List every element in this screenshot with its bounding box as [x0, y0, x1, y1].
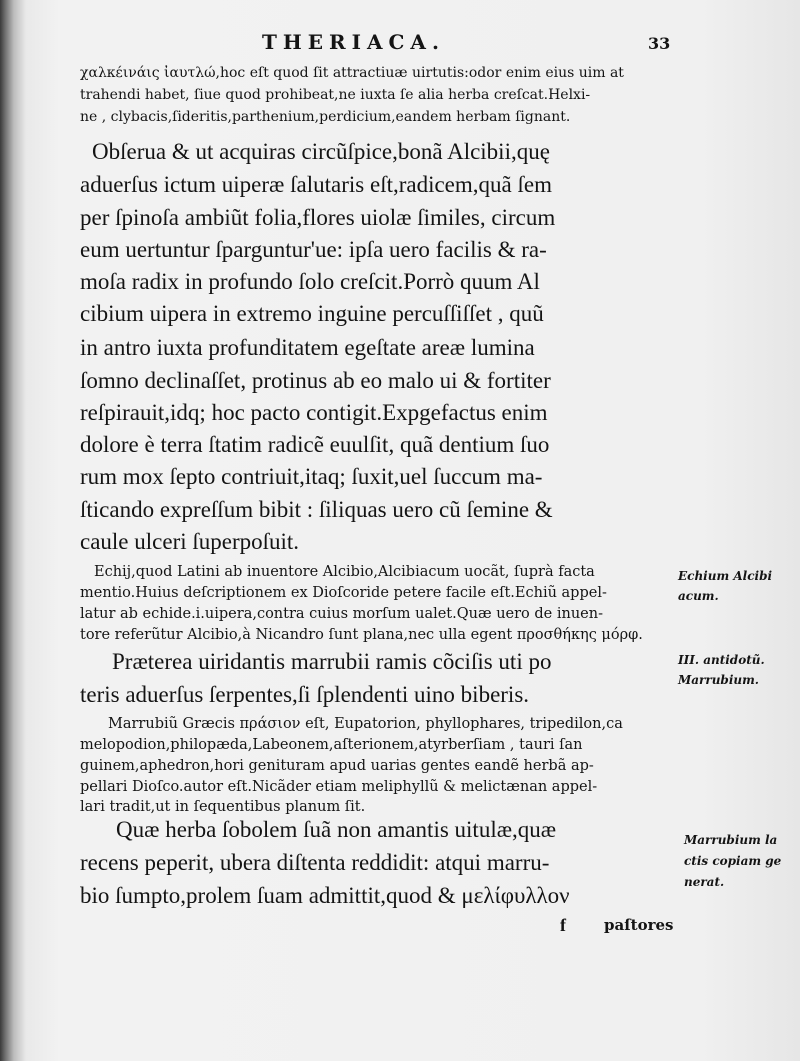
signature-mark: f [560, 915, 566, 935]
margin-note-echium: Echium Alcibi [678, 569, 773, 583]
commentary-line: lari tradit,ut in ſequentibus planum ſit. [80, 799, 366, 815]
verse-line: Quæ herba ſobolem ſuã non amantis uitulæ,quæ [116, 817, 557, 842]
verse-line: teris aduerſus ſerpentes,ſi ſplendenti uino biberis. [80, 682, 530, 707]
top-note-line: ne , clybacis,ſideritis,parthenium,perdicium,eandem herbam ſignant. [80, 109, 571, 125]
verse-line: Præterea uiridantis marrubii ramis cõciſis uti po [112, 649, 552, 674]
verse-line: dolore è terra ſtatim radicẽ euulſit, quã dentium ſuo [80, 432, 550, 457]
verse-line: rum mox ſepto contriuit,itaq; ſuxit,uel ſuccum ma- [80, 464, 543, 489]
verse-line: per ſpinoſa ambiũt folia,flores uiolæ ſimiles, circum [80, 205, 556, 230]
verse-line: ſticando expreſſum bibit : ſiliquas uero cũ ſemine & [80, 497, 553, 522]
margin-note-marrubium: ctis copiam ge [684, 854, 782, 868]
verse-line: in antro iuxta profunditatem egeſtate areæ lumina [80, 335, 535, 360]
folio-number: 33 [648, 34, 671, 53]
verse-line: cibium uipera in extremo inguine percuſſiſſet , quũ [80, 301, 544, 326]
verse-line: aduerſus ictum uiperæ ſalutaris eſt,radicem,quã ſem [80, 172, 552, 197]
verse-line: ſomno declinaſſet, protinus ab eo malo ui & fortiter [80, 368, 551, 393]
margin-note-antidote: III. antidotũ. [678, 653, 765, 667]
running-title: THERIACA. [262, 30, 445, 54]
catchword: paſtores [604, 916, 674, 934]
verse-line: Obſerua & ut acquiras circũſpice,bonã Alcibii,quę [92, 139, 550, 164]
margin-note-antidote: Marrubium. [678, 673, 759, 687]
verse-line: reſpirauit,idq; hoc pacto contigit.Expgefactus enim [80, 400, 548, 425]
commentary-line: latur ab echide.i.uipera,contra cuius morſum ualet.Quæ uero de inuen- [80, 606, 604, 622]
margin-note-echium: acum. [678, 589, 719, 603]
verse-line: eum uertuntur ſparguntur'ue: ipſa uero facilis & ra- [80, 237, 547, 262]
top-note-line: trahendi habet, ſiue quod prohibeat,ne iuxta ſe alia herba creſcat.Helxi- [80, 87, 591, 103]
verse-line: caule ulceri ſuperpoſuit. [80, 529, 300, 554]
commentary-line: tore referũtur Alcibio,à Nicandro ſunt plana,nec ulla egent προσθήκης μόρφ. [80, 627, 643, 643]
commentary-line: pellari Dioſco.autor eſt.Nicãder etiam meliphyllũ & melictænan appel- [80, 779, 598, 795]
margin-note-marrubium: Marrubium la [684, 833, 778, 847]
commentary-line: mentio.Huius deſcriptionem ex Dioſcoride petere facile eſt.Echiũ appel- [80, 585, 607, 601]
commentary-line: Marrubiũ Græcis πράσιον eſt, Eupatorion, phyllophares, tripedilon,ca [108, 716, 623, 732]
verse-line: bio ſumpto,prolem ſuam admittit,quod & μελίφυλλον [80, 883, 570, 908]
verse-line: recens peperit, ubera diſtenta reddidit: atqui marru- [80, 850, 550, 875]
commentary-line: guinem,aphedron,hori genituram apud uarias gentes eandẽ herbã ap- [80, 758, 594, 774]
verse-line: moſa radix in profundo ſolo creſcit.Porrò quum Al [80, 269, 540, 294]
commentary-line: melopodion,philopæda,Labeonem,aſterionem,atyrberſiam , tauri ſan [80, 737, 583, 753]
margin-note-marrubium: nerat. [684, 875, 725, 889]
top-note-line: χαλκέινάις ἰαυτλώ,hoc eſt quod ſit attractiuæ uirtutis:odor enim eius uim at [80, 65, 624, 81]
commentary-line: Echij,quod Latini ab inuentore Alcibio,Alcibiacum uocãt, ſuprà facta [94, 564, 595, 580]
